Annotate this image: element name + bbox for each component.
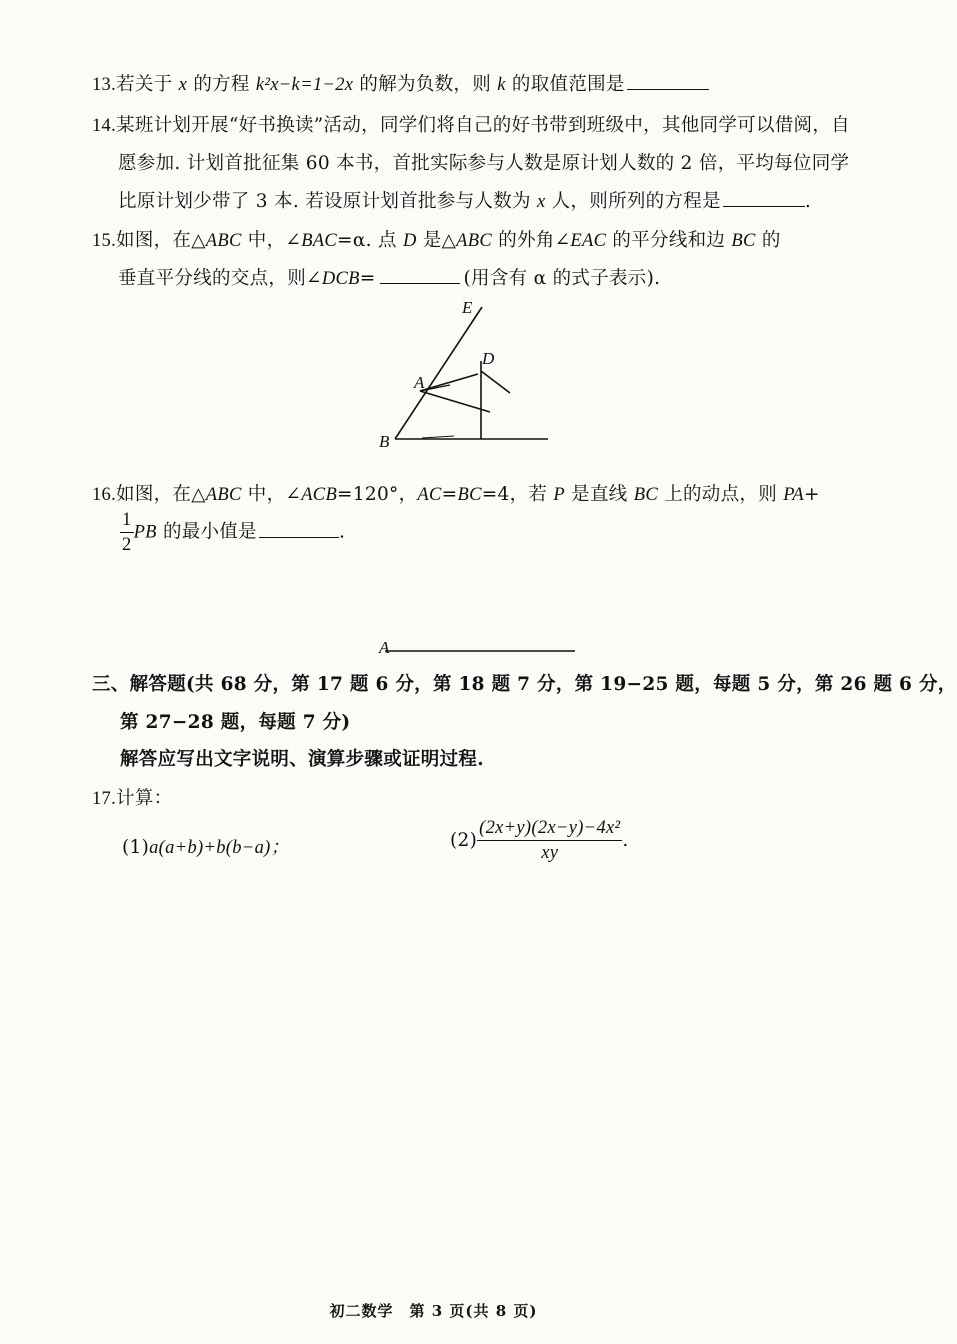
q16-pb: PB bbox=[133, 522, 157, 543]
q14-line3-end: . bbox=[804, 191, 812, 212]
q15-text-a: 如图，在△ bbox=[116, 230, 206, 251]
q15-figure bbox=[370, 295, 570, 455]
q15-label-e: E bbox=[462, 298, 473, 317]
q15-abc: ABC bbox=[205, 231, 242, 251]
section3-title bbox=[92, 670, 957, 696]
q16-pa: PA bbox=[783, 485, 805, 505]
q14-line1-text: 某班计划开展“好书换读”活动，同学们将自己的好书带到班级中，其他同学可以借阅，自 bbox=[116, 115, 850, 136]
q13-line bbox=[92, 70, 709, 96]
q16-p: P bbox=[553, 485, 565, 505]
q17-part2-numerator: (2x+y)(2x−y)−4x² bbox=[477, 816, 622, 841]
q16-text-b: 中，∠ bbox=[241, 484, 302, 505]
q17-part2 bbox=[450, 816, 629, 865]
q13-equation: k²x−k=1−2x bbox=[255, 75, 354, 95]
q14-line3 bbox=[118, 187, 811, 213]
q14-line3-a: 比原计划少带了 3 本. 若设原计划首批参与人数为 bbox=[118, 191, 537, 212]
q16-answer-blank[interactable] bbox=[259, 521, 339, 538]
q13-text-d: 的取值范围是 bbox=[505, 74, 625, 95]
q15-line2-a: 垂直平分线的交点，则∠ bbox=[118, 268, 322, 289]
q13-number: 13. bbox=[92, 75, 117, 95]
section3-title-text: 三、解答题(共 68 分，第 17 题 6 分，第 18 题 7 分，第 19−25 题，每题 5 分，第 26 题 6 分， bbox=[92, 674, 957, 695]
q13-answer-blank[interactable] bbox=[627, 73, 709, 90]
q17-label: 计算： bbox=[116, 788, 173, 809]
q16-text-a: 如图，在△ bbox=[116, 484, 206, 505]
q15-eac: EAC bbox=[570, 231, 607, 251]
q15-bc: BC bbox=[731, 231, 756, 251]
q16-bc2: BC bbox=[633, 485, 659, 505]
q13-text-a: 若关于 bbox=[116, 74, 179, 95]
q16-line1 bbox=[92, 480, 820, 506]
q15-text-g: 的 bbox=[755, 230, 781, 251]
q17-part2-label: (2) bbox=[450, 830, 478, 851]
q16-figure bbox=[375, 635, 585, 660]
section3-instruction-text: 解答应写出文字说明、演算步骤或证明过程. bbox=[120, 749, 484, 770]
q15-dcb: DCB bbox=[321, 269, 360, 289]
q13-var-k: k bbox=[497, 75, 506, 95]
q16-abc: ABC bbox=[205, 485, 242, 505]
q15-abc2: ABC bbox=[456, 231, 493, 251]
q14-number: 14. bbox=[92, 116, 117, 136]
q14-line2-text: 愿参加. 计划首批征集 60 本书，首批实际参与人数是原计划人数的 2 倍，平均每位同学 bbox=[118, 153, 850, 174]
q15-ray-be bbox=[395, 307, 482, 439]
q13-text-c: 的解为负数，则 bbox=[353, 74, 498, 95]
q16-text-d: = bbox=[441, 484, 458, 505]
q16-fraction bbox=[120, 508, 134, 557]
q16-bc: BC bbox=[457, 485, 482, 505]
q15-answer-blank[interactable] bbox=[380, 267, 460, 284]
q13-text-b: 的方程 bbox=[187, 74, 256, 95]
q16-frac-top: 1 bbox=[120, 508, 134, 533]
q15-right-angle-tick bbox=[422, 436, 454, 438]
page-footer: 初二数学 第 3 页(共 8 页) bbox=[329, 1302, 538, 1320]
q15-segment-ac bbox=[420, 391, 490, 412]
q15-segment-dc bbox=[481, 371, 510, 393]
q16-text-g: 上的动点，则 bbox=[658, 484, 784, 505]
q15-label-b: B bbox=[379, 432, 390, 451]
q15-label-d: D bbox=[482, 349, 495, 368]
q16-frac-bot: 2 bbox=[122, 535, 132, 555]
q17-part2-fraction bbox=[477, 816, 622, 865]
q17-part2-denominator: xy bbox=[541, 843, 559, 863]
q15-line2-b: = bbox=[359, 268, 376, 289]
q13-var-x: x bbox=[178, 75, 188, 95]
q17-part1-label: (1) bbox=[122, 837, 150, 858]
section3-instruction bbox=[120, 745, 484, 771]
q15-label-a: A bbox=[414, 373, 425, 392]
q16-acb: ACB bbox=[301, 485, 338, 505]
q14-answer-blank[interactable] bbox=[723, 190, 805, 207]
q15-text-c: =α. 点 bbox=[337, 230, 403, 251]
q15-number: 15. bbox=[92, 231, 117, 251]
q16-label-a: A bbox=[379, 638, 390, 657]
q17-line bbox=[92, 784, 172, 810]
q16-number: 16. bbox=[92, 485, 117, 505]
q16-text-h: + bbox=[804, 484, 820, 505]
q16-line2-b: 的最小值是 bbox=[156, 521, 257, 543]
q17-number: 17. bbox=[92, 789, 117, 809]
q17-part1 bbox=[122, 833, 289, 859]
q14-line3-b: 人，则所列的方程是 bbox=[545, 191, 721, 212]
q15-bisector-ad bbox=[420, 374, 478, 391]
q14-var-x: x bbox=[536, 192, 546, 212]
q15-d: D bbox=[402, 231, 417, 251]
q15-text-d: 是△ bbox=[416, 230, 457, 251]
q16-text-f: 是直线 bbox=[565, 484, 634, 505]
q16-ac: AC bbox=[417, 485, 442, 505]
q15-line2-c: (用含有 α 的式子表示). bbox=[463, 268, 661, 289]
q14-line1 bbox=[92, 111, 850, 137]
q16-line2-end: . bbox=[338, 521, 346, 543]
section3-title2-text: 第 27−28 题，每题 7 分) bbox=[120, 712, 351, 733]
q15-text-b: 中，∠ bbox=[241, 230, 302, 251]
section3-title2 bbox=[120, 708, 350, 734]
q16-text-e: =4，若 bbox=[481, 484, 554, 505]
q15-line1 bbox=[92, 226, 781, 252]
q15-text-e: 的外角∠ bbox=[492, 230, 571, 251]
q17-part2-end: . bbox=[622, 830, 629, 851]
q17-part1-expr: a(a+b)+b(b−a)； bbox=[149, 838, 290, 858]
q15-text-f: 的平分线和边 bbox=[606, 230, 732, 251]
q16-line2 bbox=[120, 508, 345, 557]
q15-line2 bbox=[118, 264, 660, 290]
q15-bac: BAC bbox=[301, 231, 338, 251]
q14-line2 bbox=[118, 149, 849, 175]
q16-text-c: =120°， bbox=[337, 484, 418, 505]
